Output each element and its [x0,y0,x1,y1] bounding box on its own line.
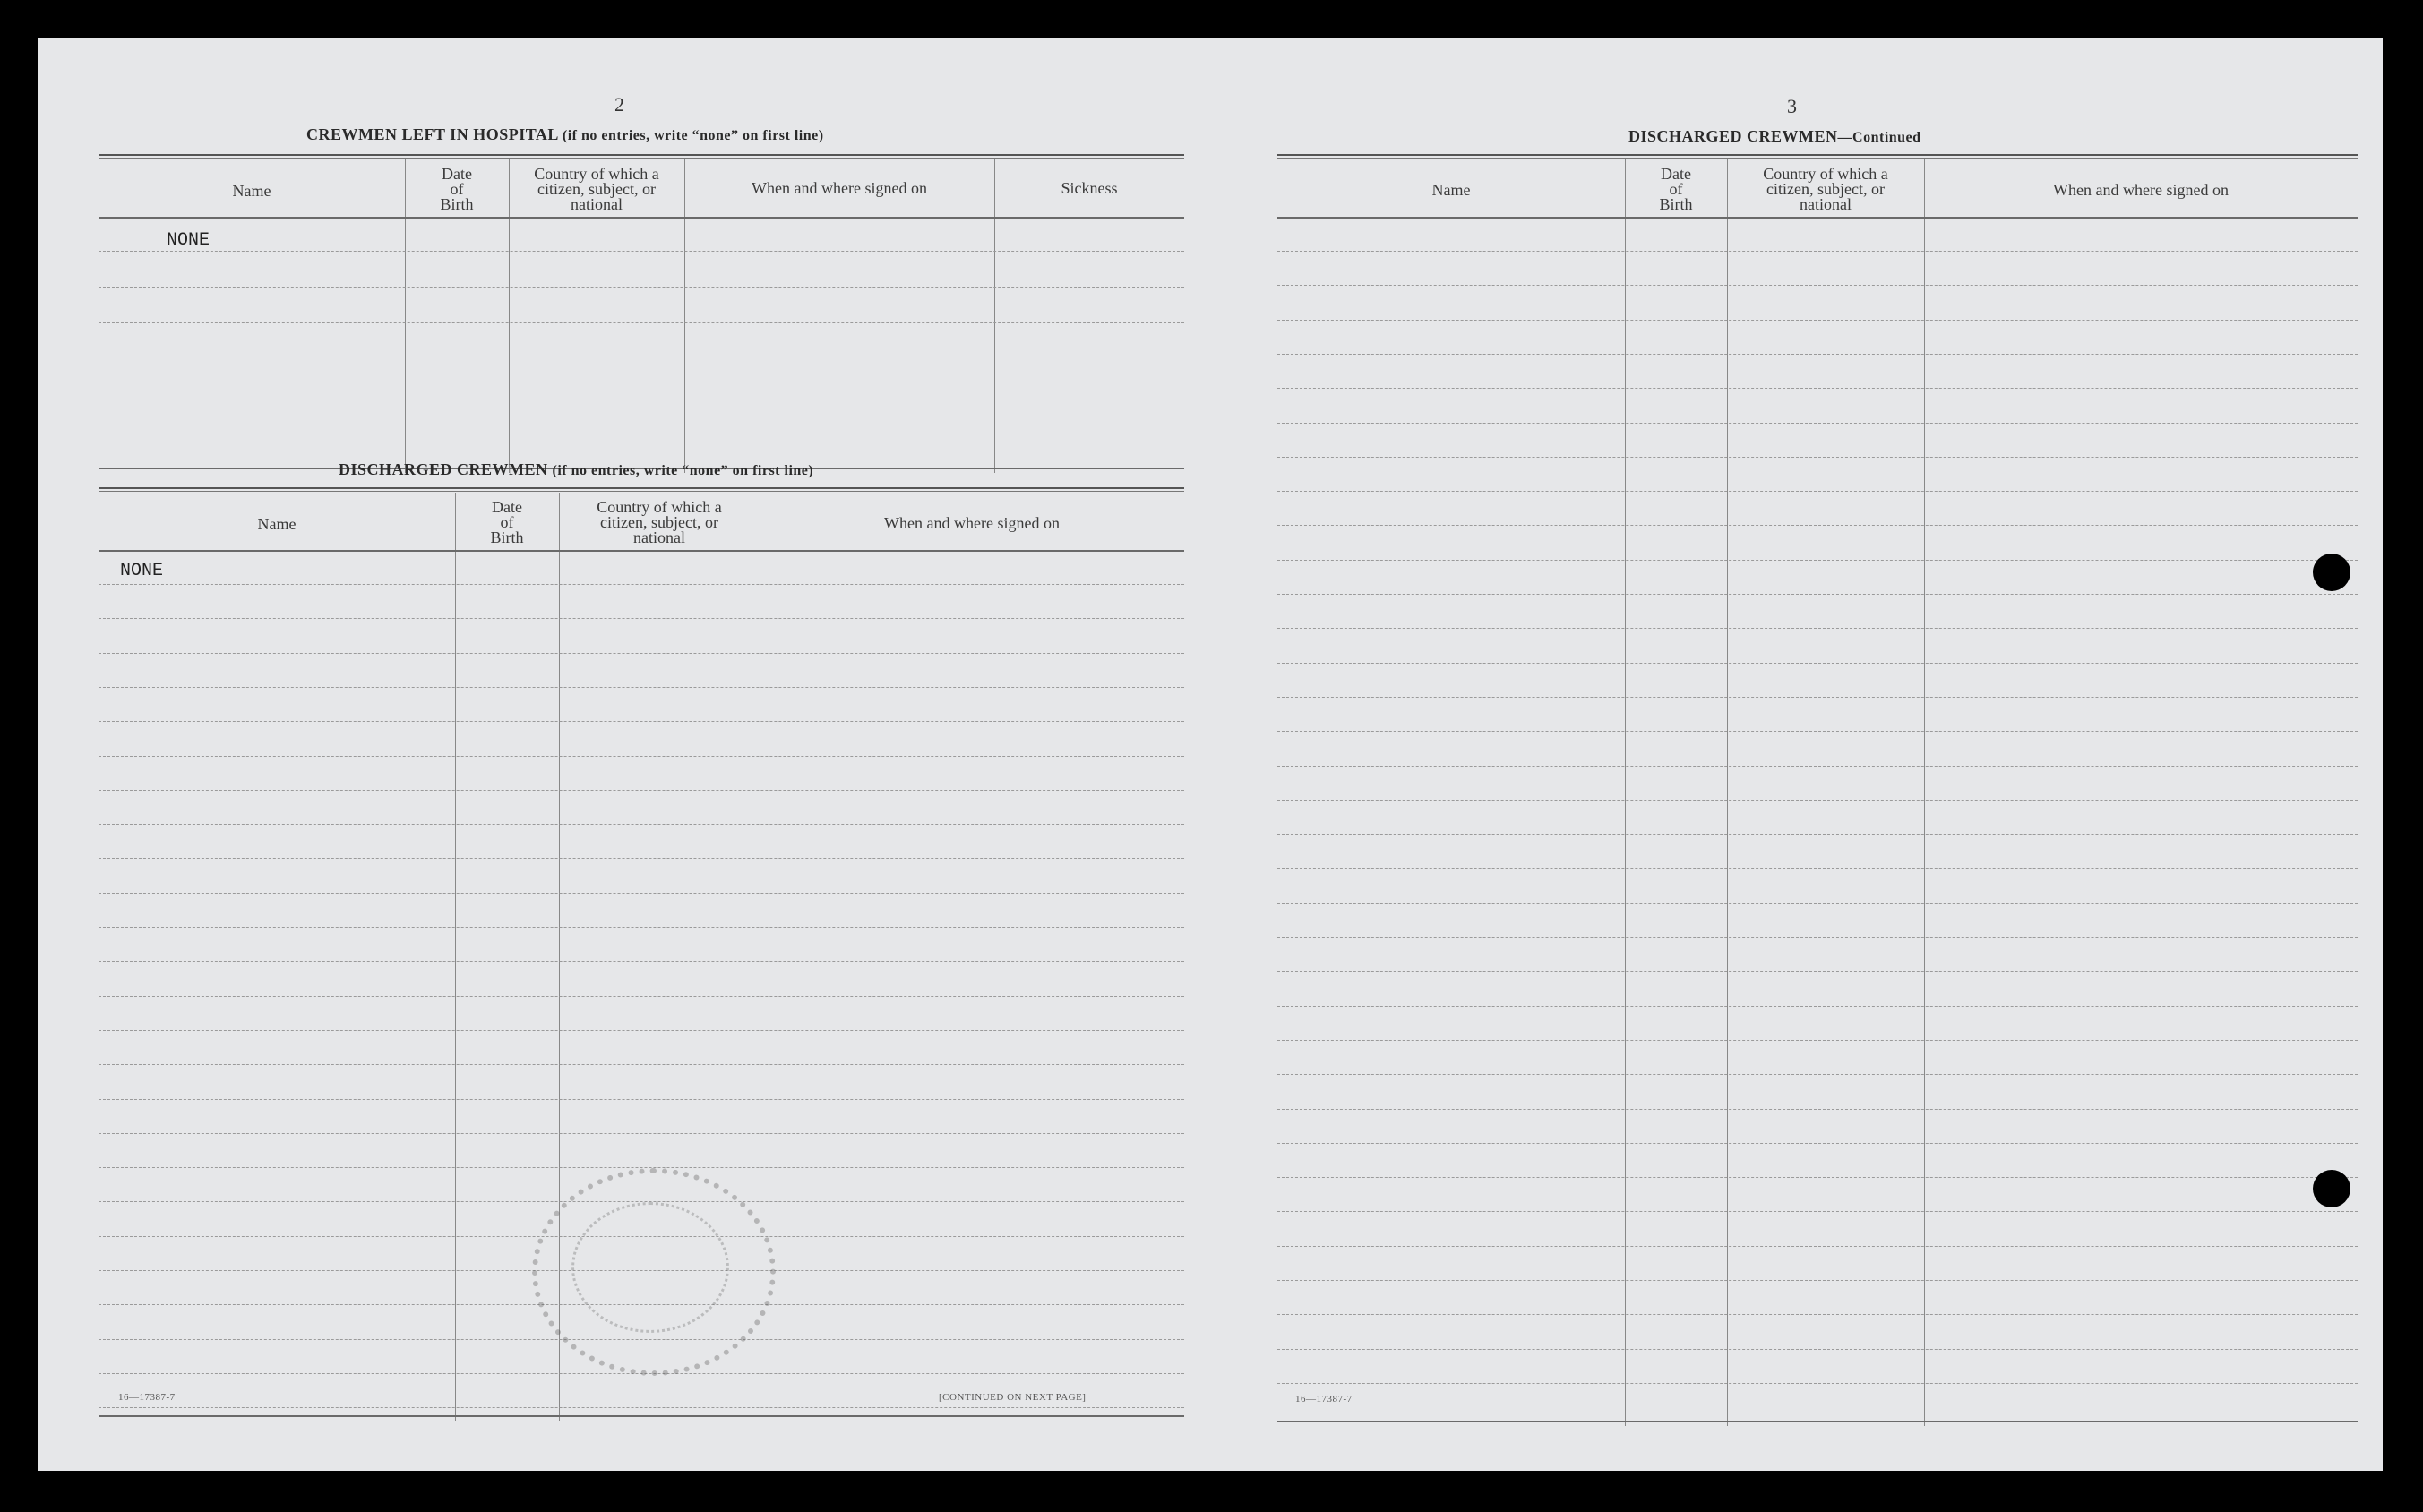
table-row-line [99,790,1184,791]
hospital-table [99,154,1184,473]
page-number-left: 2 [614,93,624,116]
table-row-line [99,824,1184,825]
table-row-line [1277,1177,2358,1178]
table-bottom-rule [99,1415,1184,1417]
table-row-line [1277,1109,2358,1110]
header-country: Country of which a citizen, subject, or national [534,165,659,213]
header-country: Country of which a citizen, subject, or national [597,498,722,546]
form-number-left: 16—17387-7 [118,1392,176,1403]
table-row-line [99,961,1184,962]
table-row-line [99,996,1184,997]
table-row-line [99,756,1184,757]
table-row-line [1277,388,2358,389]
column-divider [1625,159,1626,1426]
table-row-line [1277,594,2358,595]
header-bottom-rule [99,217,1184,219]
table-row-line [1277,457,2358,458]
document-sheet [38,38,2383,1471]
table-row-line [99,653,1184,654]
punch-hole [2313,554,2350,591]
column-divider [455,493,456,1421]
table-top-rule [99,154,1184,159]
table-row-line [1277,1143,2358,1144]
table-row-line [99,1064,1184,1065]
table-row-line [1277,971,2358,972]
header-bottom-rule [99,550,1184,552]
table-row-line [99,584,1184,585]
table-row-line [1277,1246,2358,1247]
header-name: Name [257,515,296,533]
header-signed-on: When and where signed on [2053,181,2229,199]
table-row-line [99,721,1184,722]
table-row-line [1277,1006,2358,1007]
table-top-rule [99,487,1184,492]
table-row-line [99,618,1184,619]
table-row-line [99,1099,1184,1100]
column-divider [684,159,685,473]
hospital-first-entry: NONE [167,230,211,251]
header-signed-on: When and where signed on [752,179,927,197]
table-row-line [1277,663,2358,664]
header-date-of-birth: Date of Birth [440,165,474,213]
table-row-line [1277,423,2358,424]
table-row-line [1277,1280,2358,1281]
header-name: Name [1431,181,1471,199]
discharged-first-entry: NONE [120,561,164,581]
faded-stamp-inner [571,1202,729,1333]
table-top-rule [1277,154,2358,159]
table-row-line [1277,1211,2358,1212]
table-row-line [1277,491,2358,492]
table-row-line [1277,1040,2358,1041]
table-bottom-rule [1277,1421,2358,1422]
header-date-of-birth: Date of Birth [490,498,524,546]
header-date-of-birth: Date of Birth [1659,165,1693,213]
table-row-line [1277,251,2358,252]
page-number-right: 3 [1787,95,1797,117]
table-row-line [1277,285,2358,286]
table-row-line [1277,800,2358,801]
table-row-line [1277,731,2358,732]
table-row-line [1277,697,2358,698]
table-row-line [1277,1314,2358,1315]
column-divider [994,159,995,473]
table-row-line [99,1133,1184,1134]
column-divider [1924,159,1925,1426]
table-row-line [99,687,1184,688]
table-row-line [99,1407,1184,1408]
discharged-section-title: DISCHARGED CREWMEN (if no entries, write “none” on first line) [339,460,814,478]
table-row-line [99,1030,1184,1031]
table-row-line [99,322,1184,323]
header-name: Name [232,182,271,200]
table-row-line [1277,320,2358,321]
table-row-line [1277,937,2358,938]
table-row-line [99,251,1184,252]
discharged-continued-title: DISCHARGED CREWMEN—Continued [1628,127,1921,145]
table-row-line [1277,525,2358,526]
hospital-section-title: CREWMEN LEFT IN HOSPITAL (if no entries, write “none” on first line) [306,125,824,143]
form-number-right: 16—17387-7 [1295,1394,1353,1405]
table-row-line [1277,766,2358,767]
header-bottom-rule [1277,217,2358,219]
header-country: Country of which a citizen, subject, or national [1763,165,1888,213]
table-row-line [1277,560,2358,561]
header-signed-on: When and where signed on [884,514,1060,532]
discharged-table-right [1277,154,2358,1426]
table-row-line [1277,1383,2358,1384]
table-row-line [99,927,1184,928]
table-row-line [1277,903,2358,904]
table-row-line [1277,1074,2358,1075]
table-row-line [1277,628,2358,629]
table-row-line [99,858,1184,859]
table-row-line [1277,1349,2358,1350]
punch-hole [2313,1170,2350,1207]
table-row-line [99,287,1184,288]
column-divider [1727,159,1728,1426]
table-row-line [99,893,1184,894]
table-row-line [1277,868,2358,869]
table-row-line [1277,354,2358,355]
continued-note: [CONTINUED ON NEXT PAGE] [939,1392,1087,1403]
table-row-line [1277,834,2358,835]
header-sickness: Sickness [1061,179,1118,197]
